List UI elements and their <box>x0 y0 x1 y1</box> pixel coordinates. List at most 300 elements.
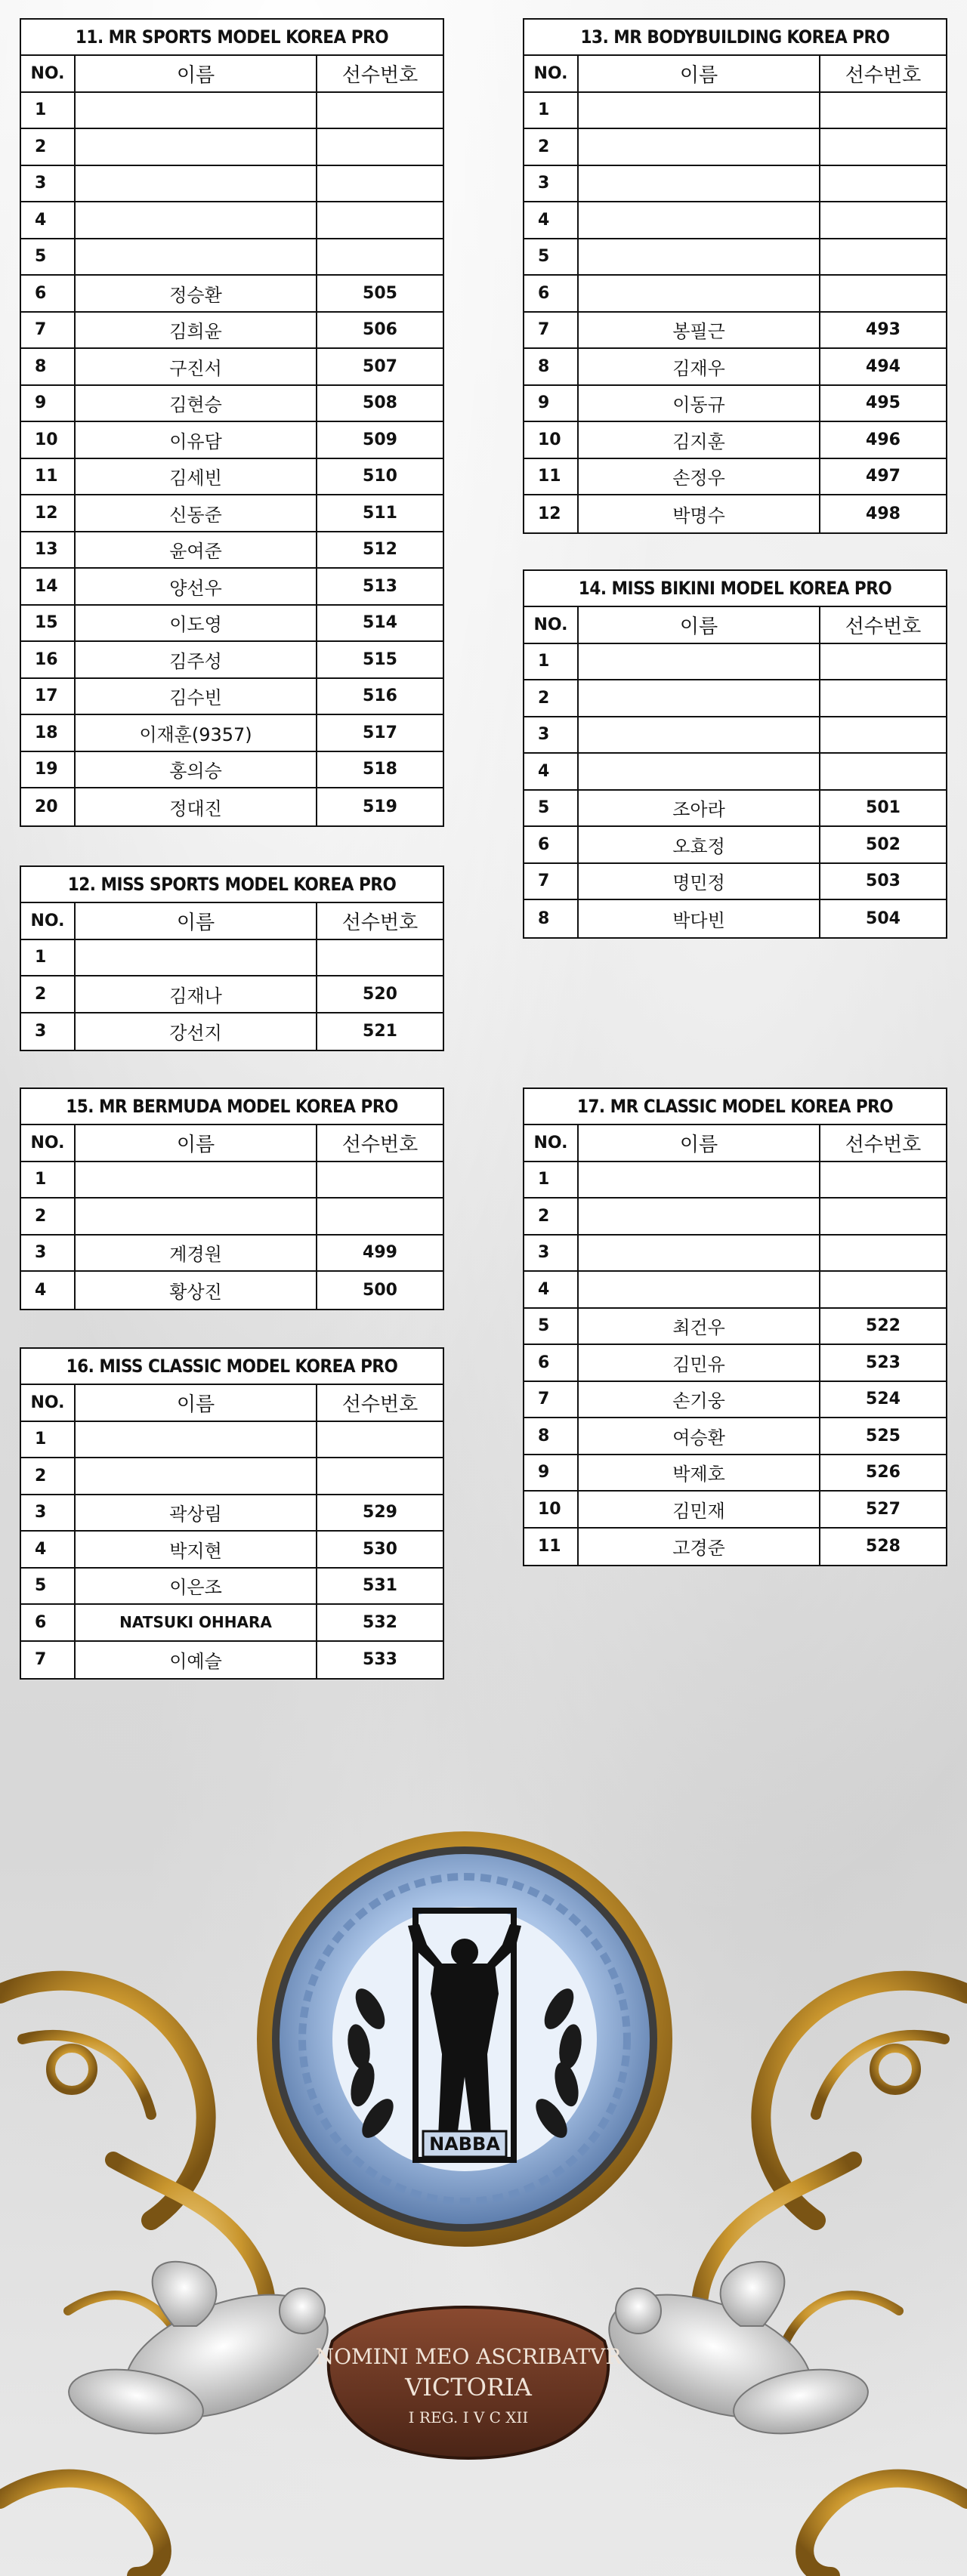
row-no: 11 <box>524 1529 579 1566</box>
table-row <box>21 129 443 166</box>
row-athlete-number: 515 <box>363 649 397 669</box>
row-athlete-number <box>317 1422 443 1458</box>
table-row <box>21 166 443 203</box>
row-athlete-number: 509 <box>363 430 397 449</box>
table-row <box>524 166 946 203</box>
row-no: 7 <box>524 864 579 899</box>
header-athlete-number: 선수번호 <box>341 911 419 934</box>
row-name: 김지훈 <box>579 422 820 458</box>
table-title: 12. MISS SPORTS MODEL KOREA PRO <box>21 867 443 903</box>
row-name: 이유담 <box>76 422 317 458</box>
row-no: 15 <box>21 606 76 641</box>
row-athlete-number <box>317 1199 443 1234</box>
header-athlete-number: 선수번호 <box>341 1393 419 1416</box>
row-athlete-number: 525 <box>866 1426 901 1445</box>
row-name: 신동준 <box>76 495 317 531</box>
row-no: 8 <box>524 1418 579 1454</box>
table-row <box>21 532 443 569</box>
row-name: 윤여준 <box>76 532 317 568</box>
table-title: 13. MR BODYBUILDING KOREA PRO <box>524 20 946 56</box>
row-athlete-number: 510 <box>363 467 397 486</box>
table-row <box>21 642 443 679</box>
row-name: 황상진 <box>76 1272 317 1309</box>
row-name <box>76 93 317 128</box>
row-no: 5 <box>524 791 579 826</box>
table-row <box>524 1162 946 1199</box>
row-no: 4 <box>524 754 579 789</box>
row-athlete-number: 502 <box>866 835 901 854</box>
row-no: 3 <box>21 1013 76 1050</box>
table-row <box>21 1642 443 1679</box>
row-no: 4 <box>524 1272 579 1307</box>
table-row <box>21 1272 443 1309</box>
table-row <box>524 900 946 937</box>
table-row <box>524 717 946 754</box>
row-no: 2 <box>21 129 76 165</box>
row-no: 2 <box>21 1458 76 1494</box>
row-no: 4 <box>21 202 76 238</box>
header-no: NO. <box>21 1125 76 1161</box>
row-no: 3 <box>21 1495 76 1531</box>
row-name <box>579 166 820 202</box>
row-no: 3 <box>21 1236 76 1271</box>
table-mr-bermuda-model <box>20 1087 444 1310</box>
angel-left-icon <box>63 2262 344 2443</box>
row-name <box>579 754 820 789</box>
row-athlete-number: 528 <box>866 1537 901 1556</box>
table-row <box>21 495 443 532</box>
header-name: 이름 <box>76 903 317 939</box>
row-name: 명민정 <box>579 864 820 899</box>
header-athlete-number: 선수번호 <box>845 615 922 638</box>
row-no: 6 <box>21 1605 76 1640</box>
table-row <box>524 202 946 239</box>
row-athlete-number: 511 <box>363 503 397 523</box>
row-athlete-number <box>317 1458 443 1494</box>
table-title: 14. MISS BIKINI MODEL KOREA PRO <box>524 571 946 607</box>
table-header-row <box>21 903 443 940</box>
header-athlete-number: 선수번호 <box>341 1133 419 1156</box>
row-no: 6 <box>524 1345 579 1381</box>
row-athlete-number: 517 <box>363 723 397 742</box>
row-no: 13 <box>21 532 76 568</box>
row-name <box>76 940 317 976</box>
row-athlete-number: 533 <box>363 1650 397 1670</box>
row-athlete-number: 529 <box>363 1503 397 1522</box>
table-header-row <box>524 607 946 644</box>
table-header-row <box>21 1385 443 1422</box>
row-athlete-number <box>820 239 946 275</box>
row-no: 7 <box>524 1382 579 1418</box>
table-row <box>524 459 946 496</box>
row-no: 19 <box>21 752 76 788</box>
row-no: 16 <box>21 642 76 677</box>
row-name <box>76 1199 317 1234</box>
row-name <box>579 1236 820 1271</box>
row-athlete-number: 519 <box>363 797 397 816</box>
table-row <box>21 93 443 130</box>
header-athlete-number: 선수번호 <box>845 1133 922 1156</box>
row-name: 손기웅 <box>579 1382 820 1418</box>
row-athlete-number: 494 <box>866 356 901 376</box>
row-name <box>579 129 820 165</box>
row-name: 손정우 <box>579 459 820 495</box>
row-athlete-number: 507 <box>363 356 397 376</box>
row-no: 2 <box>524 129 579 165</box>
table-row <box>21 569 443 606</box>
row-athlete-number: 526 <box>866 1463 901 1482</box>
angel-right-icon <box>593 2262 873 2443</box>
row-no: 11 <box>524 459 579 495</box>
row-name <box>579 717 820 753</box>
table-row <box>524 239 946 276</box>
row-name <box>579 1162 820 1198</box>
table-row <box>21 1569 443 1606</box>
table-row <box>524 495 946 532</box>
banner-line2: VICTORIA <box>405 2373 532 2402</box>
table-row <box>524 1492 946 1529</box>
row-no: 2 <box>524 1199 579 1234</box>
table-row <box>524 93 946 130</box>
row-name: 김수빈 <box>76 679 317 714</box>
row-athlete-number: 497 <box>866 467 901 486</box>
row-no: 18 <box>21 715 76 751</box>
table-miss-classic-model <box>20 1347 444 1680</box>
row-name: 구진서 <box>76 349 317 384</box>
table-row <box>21 715 443 752</box>
victoria-cartouche <box>316 2307 623 2458</box>
table-row <box>21 1532 443 1569</box>
row-name: 박명수 <box>579 495 820 532</box>
table-header-row <box>524 56 946 93</box>
row-athlete-number <box>820 166 946 202</box>
row-no: 2 <box>21 1199 76 1234</box>
row-no: 1 <box>21 1162 76 1198</box>
table-row <box>21 313 443 350</box>
table-title: 16. MISS CLASSIC MODEL KOREA PRO <box>21 1349 443 1385</box>
table-row <box>21 422 443 459</box>
banner-line1: NOMINI MEO ASCRIBATVR <box>315 2344 622 2369</box>
row-no: 20 <box>21 788 76 825</box>
row-name: 홍의승 <box>76 752 317 788</box>
row-name: 곽상림 <box>76 1495 317 1531</box>
table-row <box>524 680 946 717</box>
row-no: 4 <box>21 1272 76 1309</box>
row-athlete-number: 506 <box>363 320 397 340</box>
row-no: 3 <box>524 717 579 753</box>
table-mr-sports-model <box>20 18 444 827</box>
header-no: NO. <box>21 56 76 91</box>
row-athlete-number <box>820 680 946 716</box>
row-athlete-number <box>820 754 946 789</box>
table-row <box>21 679 443 716</box>
row-no: 8 <box>21 349 76 384</box>
row-athlete-number <box>820 1162 946 1198</box>
header-athlete-number: 선수번호 <box>845 63 922 87</box>
table-miss-sports-model <box>20 865 444 1051</box>
table-row <box>21 940 443 977</box>
row-name <box>579 93 820 128</box>
row-name: 박다빈 <box>579 900 820 937</box>
row-athlete-number <box>317 239 443 275</box>
row-athlete-number: 500 <box>363 1280 397 1300</box>
row-no: 1 <box>524 644 579 680</box>
row-athlete-number: 495 <box>866 393 901 413</box>
row-no: 1 <box>21 940 76 976</box>
row-name <box>76 129 317 165</box>
row-athlete-number: 503 <box>866 872 901 891</box>
row-athlete-number: 522 <box>866 1316 901 1336</box>
row-name: 김주성 <box>76 642 317 677</box>
table-row <box>21 1605 443 1642</box>
header-no: NO. <box>21 1385 76 1421</box>
row-name: 김현승 <box>76 386 317 421</box>
row-name: 정승환 <box>76 276 317 311</box>
header-name: 이름 <box>579 56 820 91</box>
table-row <box>524 1272 946 1309</box>
table-title: 17. MR CLASSIC MODEL KOREA PRO <box>524 1089 946 1125</box>
table-miss-bikini-model <box>523 569 947 939</box>
table-row <box>524 791 946 828</box>
table-mr-bodybuilding <box>523 18 947 534</box>
row-athlete-number: 504 <box>866 909 901 928</box>
row-name: 정대진 <box>76 788 317 825</box>
table-title: 15. MR BERMUDA MODEL KOREA PRO <box>21 1089 443 1125</box>
row-athlete-number <box>820 1272 946 1307</box>
row-no: 2 <box>21 976 76 1012</box>
row-name: 최건우 <box>579 1309 820 1344</box>
table-header-row <box>524 1125 946 1162</box>
row-athlete-number: 505 <box>363 283 397 303</box>
row-no: 7 <box>524 313 579 348</box>
row-no: 5 <box>524 1309 579 1344</box>
row-athlete-number: 508 <box>363 393 397 413</box>
row-athlete-number: 523 <box>866 1353 901 1372</box>
table-row <box>524 1345 946 1382</box>
row-athlete-number: 496 <box>866 430 901 449</box>
row-name <box>76 1162 317 1198</box>
row-no: 5 <box>21 1569 76 1604</box>
row-no: 9 <box>21 386 76 421</box>
table-row <box>21 386 443 423</box>
banner-line3: I REG. I V C XII <box>408 2408 529 2426</box>
row-name <box>579 202 820 238</box>
row-no: 4 <box>21 1532 76 1567</box>
row-no: 1 <box>524 93 579 128</box>
row-name: 봉필근 <box>579 313 820 348</box>
row-athlete-number <box>820 202 946 238</box>
row-athlete-number <box>820 1199 946 1234</box>
row-name <box>579 1199 820 1234</box>
row-no: 4 <box>524 202 579 238</box>
table-row <box>524 313 946 350</box>
table-row <box>21 1199 443 1236</box>
row-name: 이은조 <box>76 1569 317 1604</box>
row-no: 3 <box>524 1236 579 1271</box>
table-row <box>524 644 946 681</box>
row-athlete-number <box>317 940 443 976</box>
row-name: 김재우 <box>579 349 820 384</box>
header-name: 이름 <box>76 56 317 91</box>
row-no: 17 <box>21 679 76 714</box>
header-no: NO. <box>524 1125 579 1161</box>
row-no: 8 <box>524 900 579 937</box>
row-name: 박지현 <box>76 1532 317 1567</box>
row-name: 고경준 <box>579 1529 820 1566</box>
row-no: 12 <box>21 495 76 531</box>
row-no: 6 <box>524 276 579 311</box>
row-name <box>76 1422 317 1458</box>
nabba-logo-text: NABBA <box>429 2133 500 2155</box>
table-row <box>524 1418 946 1455</box>
row-name: 여승환 <box>579 1418 820 1454</box>
row-name: 이재훈(9357) <box>76 715 317 751</box>
row-athlete-number <box>317 166 443 202</box>
table-row <box>21 202 443 239</box>
row-no: 5 <box>21 239 76 275</box>
table-row <box>524 1455 946 1492</box>
row-name: 박제호 <box>579 1455 820 1491</box>
row-athlete-number: 514 <box>363 613 397 633</box>
row-no: 1 <box>21 93 76 128</box>
row-no: 6 <box>21 276 76 311</box>
row-athlete-number: 499 <box>363 1243 397 1263</box>
row-no: 10 <box>21 422 76 458</box>
table-row <box>524 386 946 423</box>
table-row <box>21 1236 443 1273</box>
row-name <box>579 276 820 311</box>
row-name: 오효정 <box>579 827 820 862</box>
row-no: 1 <box>524 1162 579 1198</box>
table-row <box>524 864 946 901</box>
row-athlete-number <box>820 129 946 165</box>
row-name: 김세빈 <box>76 459 317 495</box>
row-name: 이도영 <box>76 606 317 641</box>
row-athlete-number: 512 <box>363 540 397 560</box>
row-athlete-number <box>820 93 946 128</box>
row-name: 이동규 <box>579 386 820 421</box>
table-row <box>21 239 443 276</box>
row-athlete-number: 521 <box>363 1022 397 1041</box>
row-no: 7 <box>21 313 76 348</box>
row-no: 12 <box>524 495 579 532</box>
row-athlete-number <box>820 1236 946 1271</box>
row-name: NATSUKI OHHARA <box>76 1605 317 1640</box>
row-athlete-number <box>820 276 946 311</box>
row-athlete-number: 524 <box>866 1390 901 1409</box>
row-no: 14 <box>21 569 76 604</box>
header-athlete-number: 선수번호 <box>341 63 419 87</box>
table-row <box>21 1013 443 1050</box>
header-name: 이름 <box>76 1385 317 1421</box>
header-name: 이름 <box>76 1125 317 1161</box>
row-name: 김민재 <box>579 1492 820 1527</box>
row-name <box>76 202 317 238</box>
row-athlete-number <box>317 202 443 238</box>
row-name <box>579 680 820 716</box>
table-row <box>21 1495 443 1532</box>
row-name <box>579 1272 820 1307</box>
row-no: 9 <box>524 1455 579 1491</box>
row-name: 양선우 <box>76 569 317 604</box>
table-row <box>524 276 946 313</box>
row-no: 10 <box>524 422 579 458</box>
row-name <box>579 644 820 680</box>
table-row <box>524 349 946 386</box>
table-row <box>524 754 946 791</box>
row-no: 11 <box>21 459 76 495</box>
row-name: 강선지 <box>76 1013 317 1050</box>
nabba-emblem-illustration <box>0 1737 967 2576</box>
row-name: 조아라 <box>579 791 820 826</box>
table-header-row <box>21 56 443 93</box>
row-athlete-number: 531 <box>363 1576 397 1596</box>
table-row <box>21 752 443 789</box>
row-athlete-number: 530 <box>363 1539 397 1559</box>
table-row <box>524 1199 946 1236</box>
row-athlete-number: 516 <box>363 686 397 706</box>
table-row <box>21 788 443 825</box>
row-athlete-number: 520 <box>363 984 397 1004</box>
row-athlete-number: 498 <box>866 504 901 523</box>
row-athlete-number: 532 <box>363 1612 397 1632</box>
table-row <box>524 827 946 864</box>
row-athlete-number: 518 <box>363 760 397 779</box>
row-no: 1 <box>21 1422 76 1458</box>
row-no: 8 <box>524 349 579 384</box>
row-athlete-number <box>317 129 443 165</box>
table-row <box>21 606 443 643</box>
table-row <box>21 976 443 1013</box>
row-name: 김재나 <box>76 976 317 1012</box>
row-name <box>76 1458 317 1494</box>
row-athlete-number <box>820 717 946 753</box>
table-row <box>21 1162 443 1199</box>
table-header-row <box>21 1125 443 1162</box>
table-row <box>21 349 443 386</box>
row-athlete-number <box>317 1162 443 1198</box>
row-no: 2 <box>524 680 579 716</box>
row-athlete-number: 513 <box>363 576 397 596</box>
table-row <box>524 1382 946 1419</box>
row-name: 김민유 <box>579 1345 820 1381</box>
row-name: 김희윤 <box>76 313 317 348</box>
row-name: 계경원 <box>76 1236 317 1271</box>
table-row <box>21 459 443 496</box>
table-row <box>524 1236 946 1273</box>
table-mr-classic-model <box>523 1087 947 1566</box>
row-athlete-number: 501 <box>866 798 901 818</box>
gold-scroll-left <box>0 1981 267 2576</box>
table-row <box>21 1458 443 1495</box>
table-title: 11. MR SPORTS MODEL KOREA PRO <box>21 20 443 56</box>
row-no: 3 <box>524 166 579 202</box>
row-name <box>579 239 820 275</box>
row-no: 3 <box>21 166 76 202</box>
row-no: 10 <box>524 1492 579 1527</box>
row-no: 6 <box>524 827 579 862</box>
row-no: 5 <box>524 239 579 275</box>
table-row <box>21 1422 443 1459</box>
row-athlete-number <box>820 644 946 680</box>
header-no: NO. <box>21 903 76 939</box>
row-name <box>76 166 317 202</box>
row-athlete-number: 493 <box>866 320 901 340</box>
row-name: 이예슬 <box>76 1642 317 1679</box>
medallion <box>257 1831 672 2247</box>
table-row <box>524 1309 946 1346</box>
table-row <box>524 1529 946 1566</box>
